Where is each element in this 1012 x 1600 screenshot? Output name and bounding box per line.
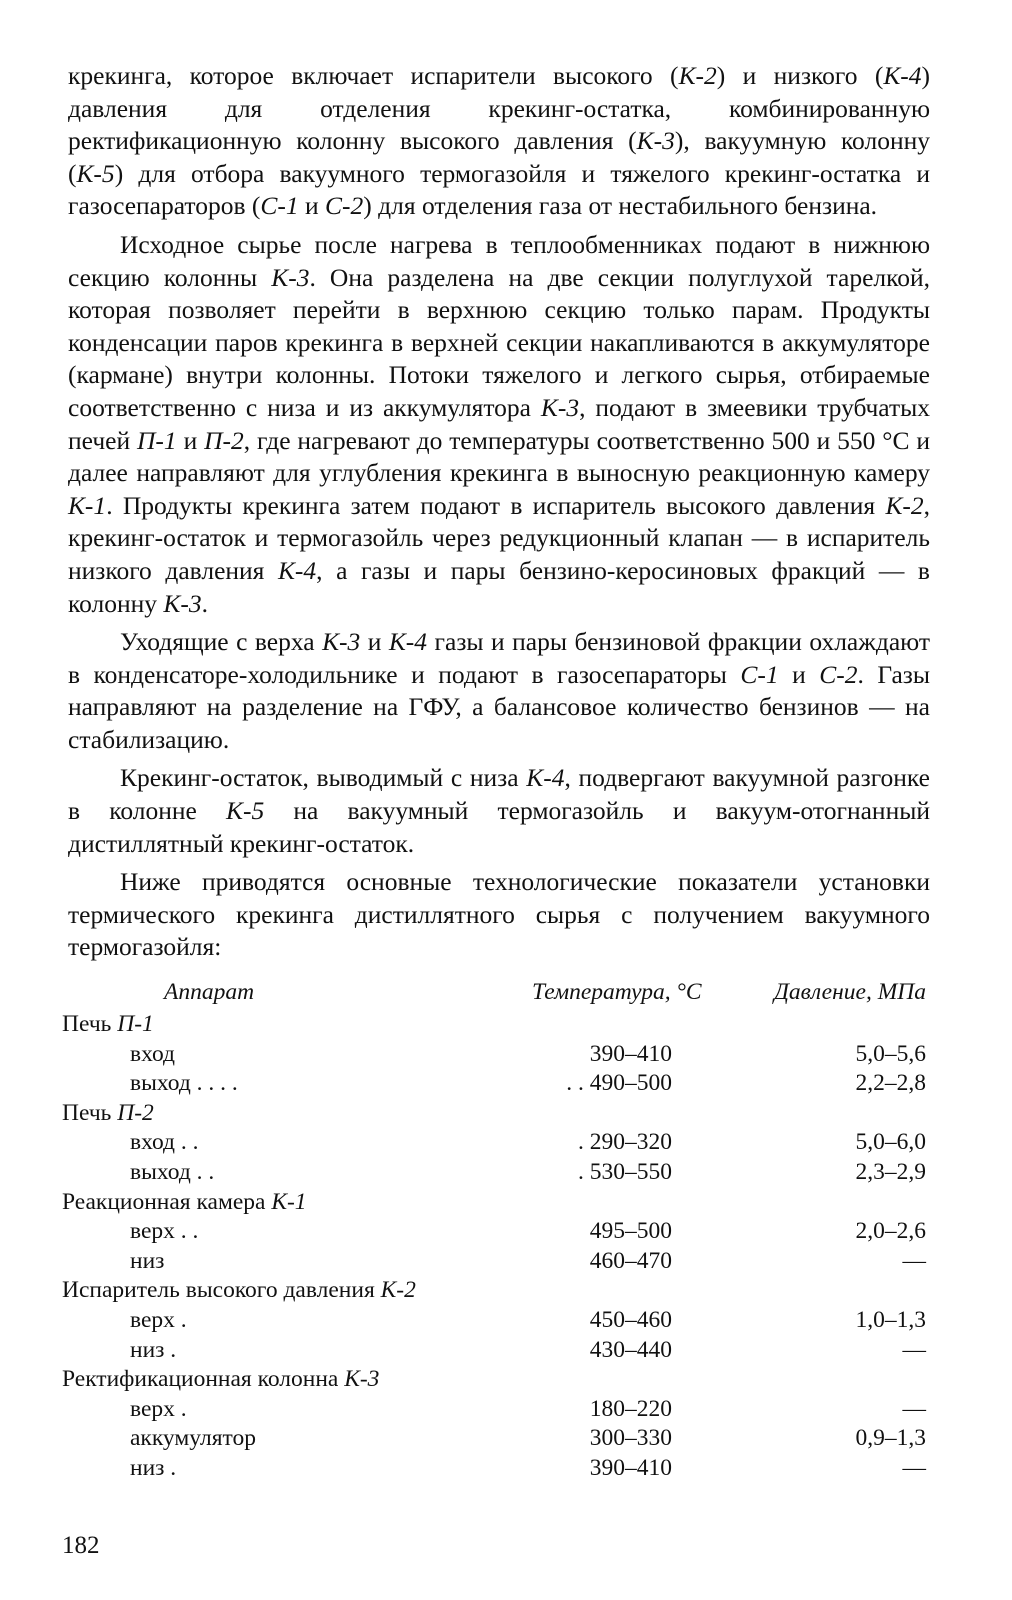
table-row xyxy=(62,1424,932,1454)
text-run: ) давления для отделения крекинг-остатка, комбинированную ректификационную колонну высокого давления ( xyxy=(68,61,930,156)
apparatus-code: К-2 xyxy=(885,490,924,520)
row-apparatus-text: верх . . xyxy=(130,1218,199,1245)
row-apparatus xyxy=(130,1247,164,1277)
row-apparatus-text: выход . . . . xyxy=(130,1070,238,1097)
row-apparatus xyxy=(130,1424,256,1454)
row-apparatus-text: Испаритель высокого давления xyxy=(62,1277,381,1304)
apparatus-code: К-5 xyxy=(226,796,265,826)
apparatus-code: К-3 xyxy=(271,262,310,292)
row-temperature: 390–410 xyxy=(589,1040,672,1067)
table-row xyxy=(62,1040,932,1070)
text-run: , где нагревают до температуры соответственно 500 и 550 °С и далее направляют для углубления крекинга в выносную реакционную камеру xyxy=(68,425,930,488)
table-body xyxy=(62,1010,932,1484)
text-run: газы и пары бензиновой фракции охлаждают в конденсаторе-холодильнике и подают в газосепараторы xyxy=(68,627,931,689)
apparatus-code: С-1 xyxy=(260,191,299,221)
row-apparatus xyxy=(62,1365,379,1395)
row-apparatus-text: низ . xyxy=(130,1336,177,1363)
paragraph xyxy=(68,762,930,860)
text-run: и xyxy=(298,191,326,221)
apparatus-code: П-1 xyxy=(137,425,177,455)
apparatus-code: П-1 xyxy=(117,1011,154,1037)
text-run: , подают в змеевики трубчатых печей xyxy=(68,392,930,455)
text-run: ) для отделения газа от нестабильного бензина. xyxy=(363,191,878,221)
text-run: ), вакуумную колонну ( xyxy=(68,126,930,188)
row-apparatus xyxy=(130,1158,214,1188)
text-run: , крекинг-остаток и термогазойль через редукционный клапан — в испаритель низкого давления xyxy=(68,490,930,585)
row-apparatus-text: Реакционная камера xyxy=(62,1188,272,1215)
row-apparatus-text: выход . . xyxy=(130,1158,215,1185)
text-run: крекинга, которое включает испарители высокого ( xyxy=(68,61,679,90)
row-apparatus-text: аккумулятор xyxy=(130,1425,256,1452)
row-pressure: 1,0–1,3 xyxy=(855,1306,926,1333)
table-group-row xyxy=(62,1010,932,1040)
row-pressure: — xyxy=(902,1395,926,1422)
row-apparatus-text: верх . xyxy=(130,1306,187,1333)
row-temperature: . 530–550 xyxy=(578,1158,672,1185)
row-temperature: 430–440 xyxy=(589,1336,672,1363)
row-apparatus-text: Печь xyxy=(62,1011,118,1037)
apparatus-code: К-4 xyxy=(277,555,317,585)
table-group-row xyxy=(62,1099,932,1129)
paragraph xyxy=(68,229,930,620)
table-header xyxy=(62,978,932,1010)
row-pressure: 5,0–5,6 xyxy=(855,1040,926,1067)
row-temperature: . . 490–500 xyxy=(566,1070,672,1097)
table-row xyxy=(62,1306,932,1336)
table-group-row xyxy=(62,1188,932,1218)
row-pressure: 0,9–1,3 xyxy=(855,1425,926,1452)
apparatus-code: С-1 xyxy=(740,659,779,689)
apparatus-code: К-1 xyxy=(271,1188,307,1215)
body-text xyxy=(68,60,930,970)
apparatus-code: К-4 xyxy=(526,763,565,793)
row-apparatus xyxy=(130,1040,175,1070)
text-run: , подвергают вакуумной разгонке в колонне xyxy=(68,763,930,826)
table-row xyxy=(62,1217,932,1247)
row-temperature: 390–410 xyxy=(589,1454,672,1481)
row-pressure: — xyxy=(902,1454,926,1481)
text-run: , а газы и пары бензино-керосиновых фракций — в колонну xyxy=(68,555,930,618)
row-apparatus xyxy=(62,1010,154,1040)
text-run: и xyxy=(176,425,205,455)
apparatus-code: К-3 xyxy=(636,126,675,156)
apparatus-code: П-2 xyxy=(117,1099,154,1126)
table-row xyxy=(62,1395,932,1425)
paragraph xyxy=(68,626,930,756)
apparatus-code: С-2 xyxy=(325,191,364,221)
apparatus-code: К-1 xyxy=(68,490,107,520)
apparatus-code: П-2 xyxy=(204,425,244,455)
text-run: . Газы направляют на разделение на ГФУ, а балансовое количество бензинов — на стабилизацию. xyxy=(68,659,930,754)
row-apparatus xyxy=(130,1128,198,1158)
row-apparatus xyxy=(62,1188,307,1218)
table-row xyxy=(62,1454,932,1484)
row-temperature: 450–460 xyxy=(589,1306,672,1333)
text-run: и xyxy=(778,659,820,689)
row-apparatus-text: верх . xyxy=(130,1395,187,1422)
paragraph xyxy=(68,866,930,964)
text-run: Ниже приводятся основные технологические показатели установки термического крекинга дистиллятного сырья с получением вакуумного термогазойля: xyxy=(68,867,930,962)
paragraph xyxy=(68,60,930,223)
row-apparatus xyxy=(62,1099,154,1129)
apparatus-code: К-3 xyxy=(344,1366,380,1393)
row-apparatus-text: вход xyxy=(130,1040,175,1067)
row-temperature: 460–470 xyxy=(589,1247,672,1274)
row-pressure: 2,0–2,6 xyxy=(855,1218,926,1245)
table-row xyxy=(62,1158,932,1188)
text-run: . Продукты крекинга затем подают в испаритель высокого давления xyxy=(106,490,886,520)
text-run: Уходящие с верха xyxy=(120,627,323,657)
row-temperature: 300–330 xyxy=(589,1425,672,1452)
table-row xyxy=(62,1247,932,1277)
row-apparatus xyxy=(62,1276,416,1306)
row-apparatus-text: Ректификационная колонна xyxy=(62,1366,345,1393)
row-apparatus xyxy=(130,1217,198,1247)
text-run: на вакуумный термогазойль и вакуум-отогнанный дистиллятный крекинг-остаток. xyxy=(68,796,930,858)
row-temperature: 180–220 xyxy=(589,1395,672,1422)
table-group-row xyxy=(62,1276,932,1306)
process-parameters-table xyxy=(62,978,932,1484)
apparatus-code: К-3 xyxy=(322,627,361,657)
row-apparatus xyxy=(130,1306,187,1336)
row-apparatus-text: низ xyxy=(130,1247,165,1274)
table-row xyxy=(62,1336,932,1366)
header-pressure: Давление, МПа xyxy=(773,979,926,1005)
row-apparatus xyxy=(130,1454,176,1484)
row-apparatus xyxy=(130,1069,238,1099)
header-temperature: Температура, °С xyxy=(532,979,702,1005)
row-apparatus xyxy=(130,1395,187,1425)
apparatus-code: К-2 xyxy=(678,61,717,90)
table-row xyxy=(62,1069,932,1099)
row-apparatus-text: низ . xyxy=(130,1454,177,1481)
row-temperature: 495–500 xyxy=(589,1218,672,1245)
page-number: 182 xyxy=(62,1532,100,1559)
text-run: ) и низкого ( xyxy=(716,61,884,90)
apparatus-code: К-4 xyxy=(883,61,922,90)
apparatus-code: К-3 xyxy=(540,392,580,422)
row-pressure: 2,2–2,8 xyxy=(855,1070,926,1097)
header-apparatus: Аппарат xyxy=(164,979,255,1005)
text-run: Исходное сырье после нагрева в теплообменниках подают в нижнюю секцию колонны xyxy=(68,229,930,292)
apparatus-code: К-4 xyxy=(388,627,428,657)
apparatus-code: С-2 xyxy=(819,659,858,689)
row-pressure: 2,3–2,9 xyxy=(855,1158,926,1185)
row-temperature: . 290–320 xyxy=(578,1129,672,1156)
apparatus-code: К-5 xyxy=(76,158,115,188)
row-apparatus-text: Печь xyxy=(62,1099,118,1126)
row-apparatus-text: вход . . xyxy=(130,1129,199,1156)
apparatus-code: К-3 xyxy=(163,588,202,618)
row-pressure: — xyxy=(902,1336,926,1363)
row-pressure: — xyxy=(902,1247,926,1274)
apparatus-code: К-2 xyxy=(380,1277,416,1304)
text-run: . Она разделена на две секции полуглухой тарелкой, которая позволяет перейти в верхнюю секцию только парам. Продукты конденсации паров крекинга в верхней секции накапливаются в аккумуляторе (кармане) внутри колонны. Потоки тяжелого и легкого сырья, отбираемые соответственно с низа и из аккумулятора xyxy=(68,262,930,422)
row-pressure: 5,0–6,0 xyxy=(855,1129,926,1156)
row-apparatus xyxy=(130,1336,176,1366)
text-run: Крекинг-остаток, выводимый с низа xyxy=(120,763,527,793)
text-run: и xyxy=(360,627,389,657)
table-group-row xyxy=(62,1365,932,1395)
text-run: ) для отбора вакуумного термогазойля и тяжелого крекинг-остатка и газосепараторов ( xyxy=(68,158,930,221)
table-row xyxy=(62,1128,932,1158)
text-run: . xyxy=(201,588,208,618)
